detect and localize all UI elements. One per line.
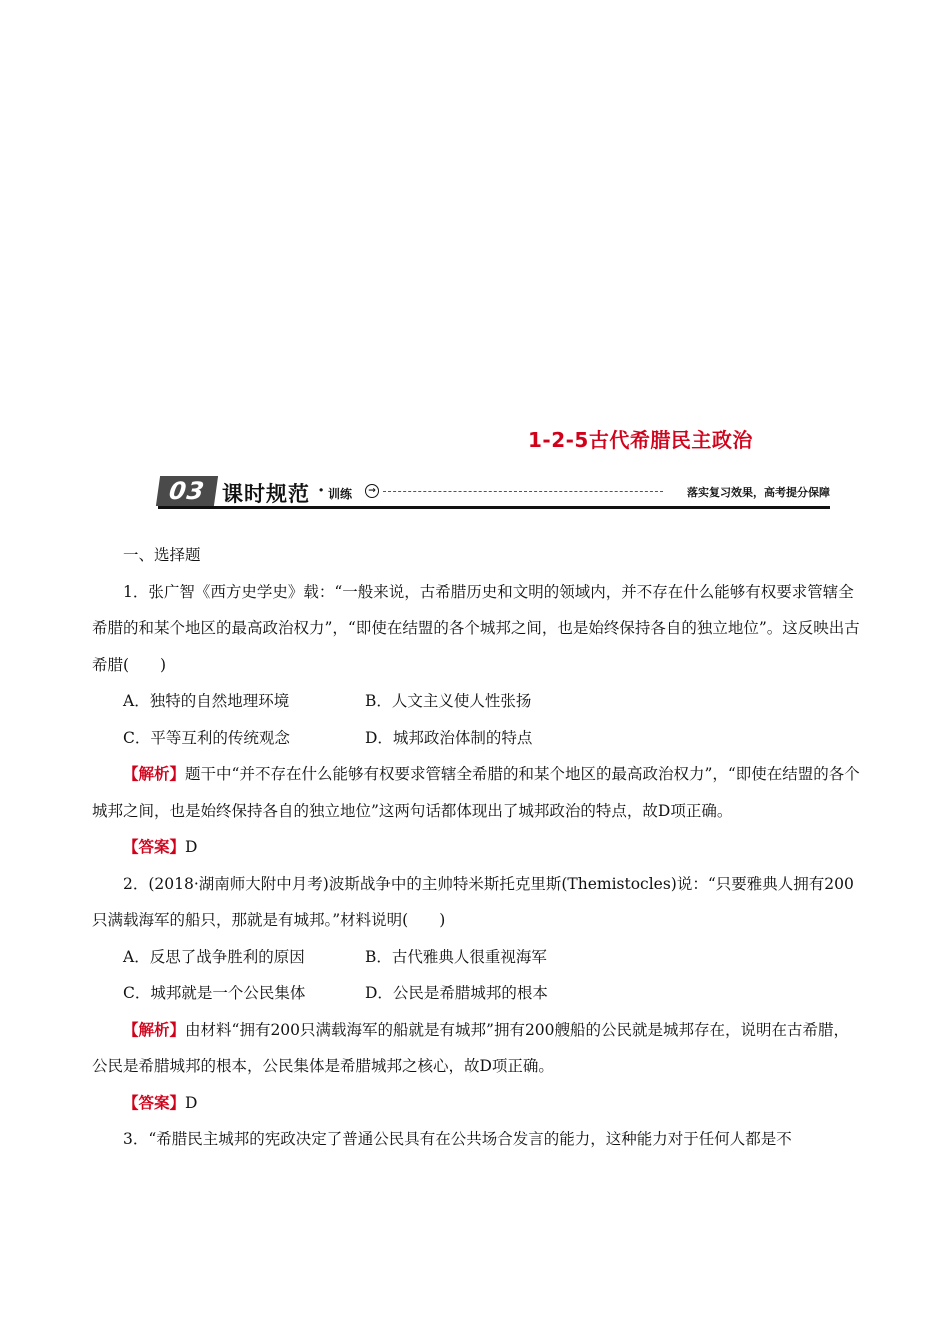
answer-text: D bbox=[185, 838, 198, 856]
analysis-label: 【解析】 bbox=[123, 1019, 186, 1039]
option-a: A．独特的自然地理环境 bbox=[123, 692, 290, 710]
option-d: D．城邦政治体制的特点 bbox=[365, 728, 533, 747]
banner-dot: · bbox=[318, 480, 325, 501]
question-2-stem: 2．(2018·湖南师大附中月考)波斯战争中的主帅特米斯托克里斯(Themistocles)说：“只要雅典人拥有200只满载海军的船只，那就是有城邦。”材料说明( ) bbox=[92, 874, 854, 929]
banner-slogan: 落实复习效果，高考提分保障 bbox=[687, 486, 830, 499]
banner-underline bbox=[158, 506, 830, 509]
section-heading: 一、选择题 bbox=[123, 546, 201, 564]
question-2-answer bbox=[92, 1085, 862, 1122]
answer-label: 【答案】 bbox=[123, 837, 186, 856]
answer-text: D bbox=[185, 1093, 198, 1112]
section-banner bbox=[158, 476, 830, 510]
analysis-label: 【解析】 bbox=[123, 764, 186, 783]
question-1-options-row-1 bbox=[92, 683, 862, 720]
banner-number: 03 bbox=[156, 476, 218, 506]
option-b: B．古代雅典人很重视海军 bbox=[365, 947, 547, 966]
analysis-text: 题干中“并不存在什么能够有权要求管辖全希腊的和某个地区的最高政治权力”，“即使在结盟的各个城邦之间，也是始终保持各自的独立地位”这两句话都体现出了城邦政治的特点，故D项正确。 bbox=[92, 765, 860, 820]
question-1-stem: 1．张广智《西方史学史》载：“一般来说，古希腊历史和文明的领域内，并不存在什么能够有权要求管辖全希腊的和某个地区的最高政治权力”，“即使在结盟的各个城邦之间，也是始终保持各自的独立地位”。这反映出古希腊( ) bbox=[92, 582, 860, 674]
banner-name: 课时规范 bbox=[222, 482, 310, 506]
question-1-answer bbox=[92, 829, 862, 866]
page-title: 1-2-5古代希腊民主政治 bbox=[528, 428, 753, 452]
question-2-options-row-1 bbox=[92, 939, 862, 976]
option-c: C．平等互利的传统观念 bbox=[123, 728, 290, 747]
question-2-analysis bbox=[92, 1012, 862, 1085]
circle-arrow-icon: → bbox=[365, 484, 379, 498]
option-d: D．公民是希腊城邦的根本 bbox=[365, 984, 548, 1002]
option-c: C．城邦就是一个公民集体 bbox=[123, 984, 306, 1002]
question-3-stem: 3．“希腊民主城邦的宪政决定了普通公民具有在公共场合发言的能力，这种能力对于任何人都是不 bbox=[123, 1130, 792, 1148]
question-content bbox=[92, 537, 862, 1158]
banner-dashed-line bbox=[383, 491, 663, 492]
option-a: A．反思了战争胜利的原因 bbox=[123, 947, 305, 966]
banner-sub: 训练 bbox=[328, 487, 353, 501]
question-2-options-row-2 bbox=[92, 975, 862, 1012]
analysis-text: 由材料“拥有200只满载海军的船就是有城邦”拥有200艘船的公民就是城邦存在，说明在古希腊，公民是希腊城邦的根本，公民集体是希腊城邦之核心，故D项正确。 bbox=[92, 1020, 850, 1075]
answer-label: 【答案】 bbox=[123, 1092, 186, 1112]
question-1-analysis bbox=[92, 756, 862, 829]
option-b: B．人文主义使人性张扬 bbox=[365, 692, 532, 710]
question-1-options-row-2 bbox=[92, 720, 862, 757]
